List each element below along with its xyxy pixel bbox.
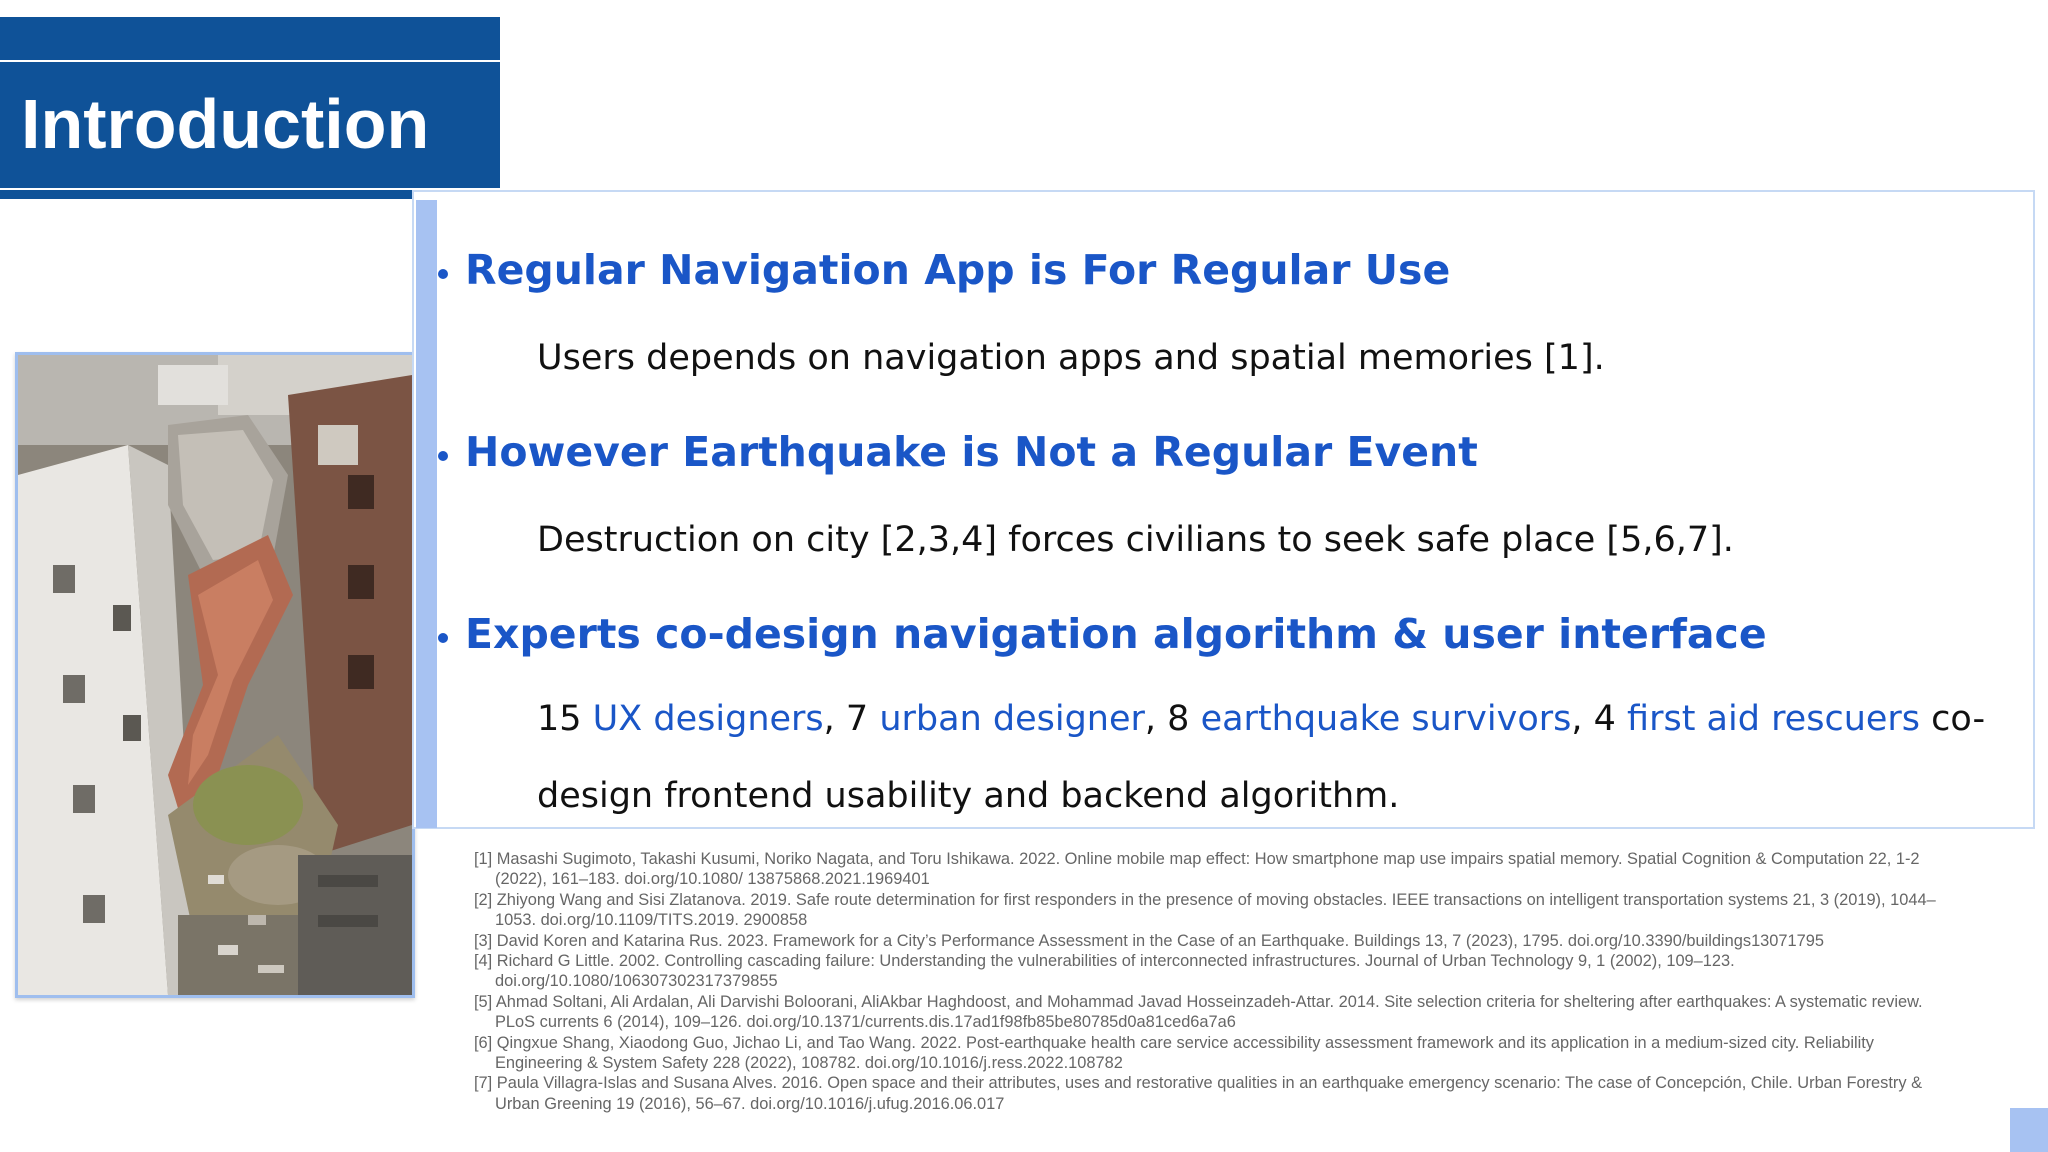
title-banner (0, 17, 500, 199)
bullet-body-2: Destruction on city [2,3,4] forces civilians to seek safe place [5,6,7]. (537, 520, 1734, 560)
collapsed-building-illustration (18, 355, 412, 995)
text-segment: , 8 (1144, 699, 1201, 739)
text-segment: , 7 (823, 699, 880, 739)
references-list (474, 849, 1954, 1114)
highlight-ux-designers: UX designers (592, 699, 824, 739)
reference-item: [4] Richard G Little. 2002. Controlling cascading failure: Understanding the vulnerabilities of interconnected infrastructures. Journal of Urban Technology 9, 1 (2002), 109–123. doi.org/10.1080/106307302317379855 (474, 952, 1735, 991)
reference-item: [1] Masashi Sugimoto, Takashi Kusumi, Noriko Nagata, and Toru Ishikawa. 2022. Online mobile map effect: How smartphone map use impairs spatial memory. Spatial Cognition & Computation 22, 1-2 (2022), 161–183. doi.org/10.1080/ 13875868.2021.1969401 (474, 850, 1920, 889)
collapsed-building-photo (15, 352, 415, 998)
reference-item: [5] Ahmad Soltani, Ali Ardalan, Ali Darvishi Boloorani, AliAkbar Haghdoost, and Mohammad Javad Hosseinzadeh-Attar. 2014. Site selection criteria for sheltering after earthquakes: A systematic review. PLoS currents 6 (2014), 109–126. doi.org/10.1371/currents.dis.17ad1f98fb85be80785d0a81ced6a7a6 (474, 992, 1923, 1032)
title-top-rule (0, 60, 500, 62)
bullet-body-3-line2: design frontend usability and backend algorithm. (537, 776, 1400, 816)
highlight-first-aid-rescuers: first aid rescuers (1627, 699, 1921, 739)
bullet-heading-2: However Earthquake is Not a Regular Event (465, 428, 1478, 476)
bullet-dot-1 (438, 269, 448, 279)
accent-bar (416, 200, 437, 828)
text-segment: 15 (537, 699, 593, 739)
bullet-dot-2 (438, 451, 448, 461)
text-segment: , 4 (1571, 699, 1628, 739)
reference-item: [6] Qingxue Shang, Xiaodong Guo, Jichao Li, and Tao Wang. 2022. Post-earthquake health care service accessibility assessment framework and its application in a medium-sized city. Reliability Engineering & System Safety 228 (2022), 108782. doi.org/10.1016/j.ress.2022.108782 (474, 1033, 1875, 1073)
text-segment: co- (1920, 699, 1986, 739)
bullet-heading-1: Regular Navigation App is For Regular Use (465, 246, 1451, 294)
reference-item: [2] Zhiyong Wang and Sisi Zlatanova. 2019. Safe route determination for first responders in the presence of moving obstacles. IEEE transactions on intelligent transportation systems 21, 3 (2019), 1044–1053. doi.org/10.1109/TITS.2019. 2900858 (474, 890, 1936, 930)
highlight-urban-designer: urban designer (879, 699, 1145, 739)
bullet-body-3-line1 (537, 694, 1985, 744)
reference-item: [3] David Koren and Katarina Rus. 2023. Framework for a City’s Performance Assessment in the Case of an Earthquake. Buildings 13, 7 (2023), 1795. doi.org/10.3390/buildings13071795 (474, 931, 1824, 950)
corner-decoration (2010, 1108, 2048, 1152)
bullet-heading-3: Experts co-design navigation algorithm & user interface (465, 610, 1767, 658)
bullet-dot-3 (438, 633, 448, 643)
reference-item: [7] Paula Villagra-Islas and Susana Alves. 2016. Open space and their attributes, uses and restorative qualities in an earthquake emergency scenario: The case of Concepción, Chile. Urban Forestry & Urban Greening 19 (2016), 56–67. doi.org/10.1016/j.ufug.2016.06.017 (474, 1074, 1923, 1113)
bullet-body-1: Users depends on navigation apps and spatial memories [1]. (537, 338, 1605, 378)
slide-title: Introduction (21, 85, 430, 163)
highlight-earthquake-survivors: earthquake survivors (1200, 699, 1572, 739)
